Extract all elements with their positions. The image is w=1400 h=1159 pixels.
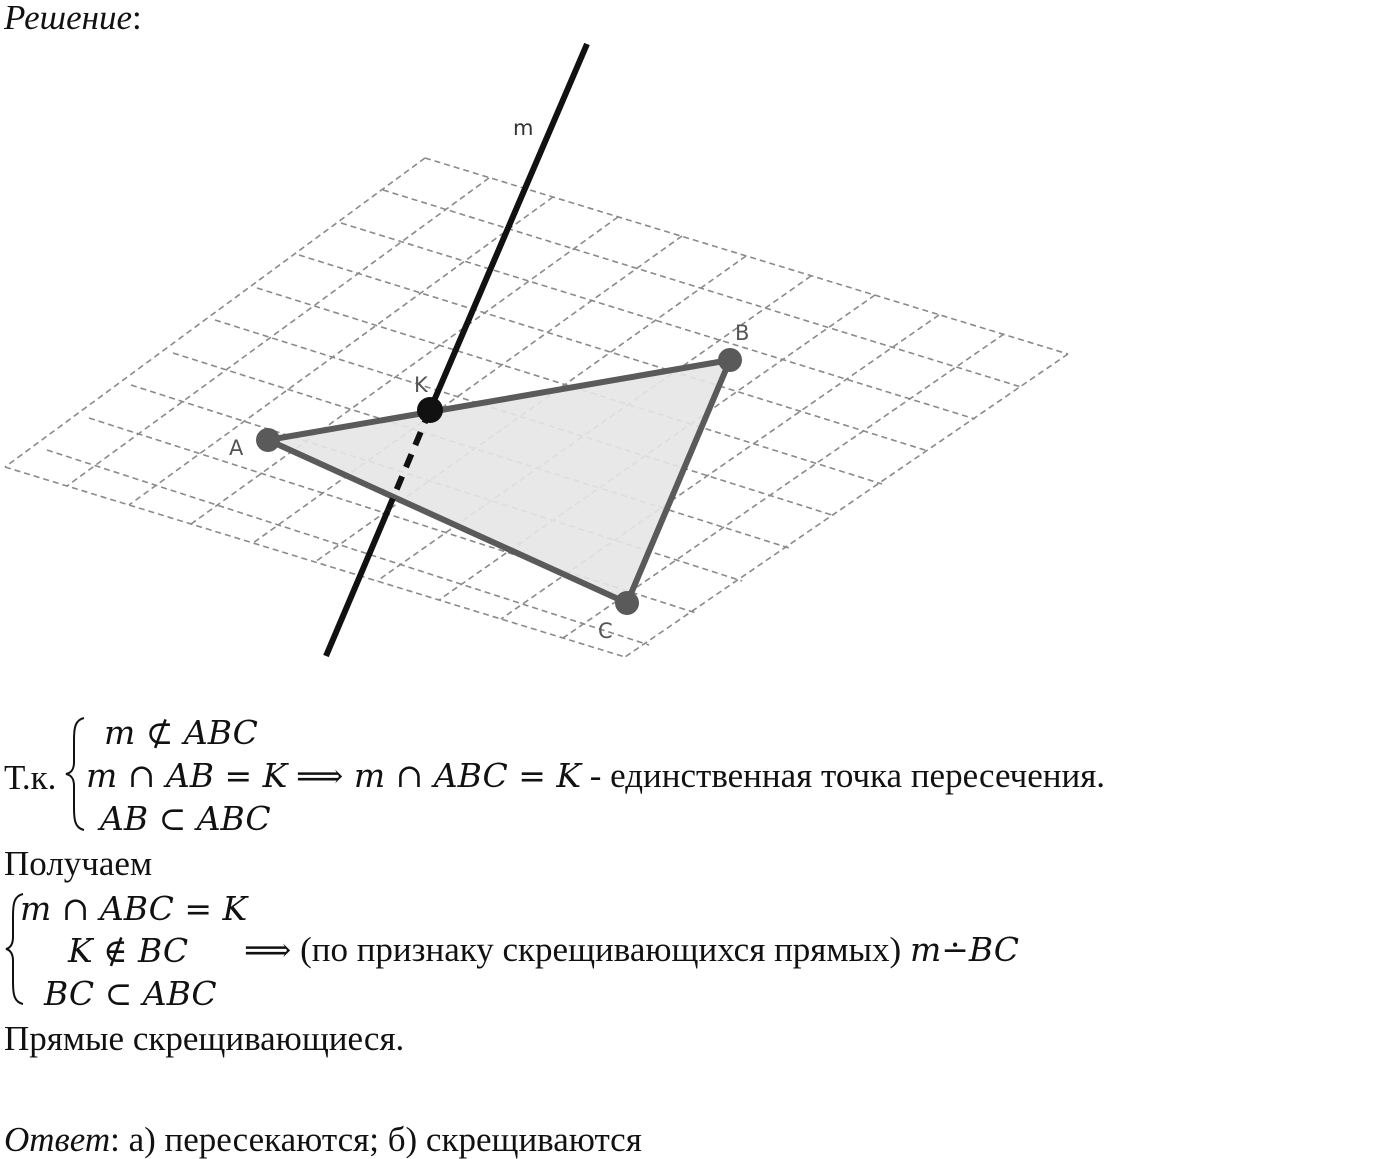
- answer-row: [4, 1122, 642, 1157]
- system1-line-2-row: [86, 758, 1105, 793]
- system1-conclusion-math: ⟹ m ∩ ABC = K: [296, 756, 581, 795]
- label-m: m: [513, 116, 534, 140]
- system1-prefix: Т.к.: [4, 758, 57, 797]
- solution-label: Решение: [4, 0, 133, 37]
- answer-label: Ответ: [4, 1120, 111, 1159]
- system2-result-m: m: [909, 930, 942, 969]
- conclusion-text: Прямые скрещивающиеся.: [4, 1019, 405, 1058]
- system2-result-row: [244, 932, 1019, 967]
- system1-line-2: m ∩ AB = K: [86, 756, 288, 795]
- label-b: B: [735, 321, 750, 345]
- point-k: [417, 397, 443, 423]
- system2-line-1: m ∩ ABC = K: [20, 889, 248, 928]
- system2-skew-symbol: ∸: [941, 930, 969, 969]
- label-k: K: [414, 373, 428, 397]
- system1-brace: [64, 716, 88, 832]
- system2-arrow: ⟹: [244, 930, 292, 969]
- system2-result-bc: BC: [968, 930, 1020, 969]
- label-c: C: [598, 619, 613, 643]
- system1-conclusion-text: - единственная точка пересечения.: [589, 756, 1106, 795]
- system2-reason: (по признаку скрещивающихся прямых): [300, 930, 902, 969]
- system1-line-3: AB ⊂ ABC: [100, 799, 271, 838]
- solution-colon: :: [132, 0, 142, 37]
- system2-line-2: K ∉ BC: [68, 931, 189, 970]
- system1-line-1: m ⊄ ABC: [104, 713, 258, 752]
- point-a: [256, 428, 280, 452]
- answer-text: : а) пересекаются; б) скрещиваются: [110, 1120, 642, 1159]
- system2-line-3: BC ⊂ ABC: [44, 974, 217, 1013]
- triangle-abc-fill: [268, 360, 730, 603]
- label-a: A: [229, 436, 244, 460]
- point-c: [615, 591, 639, 615]
- obtained-word: Получаем: [4, 844, 153, 883]
- point-b: [718, 348, 742, 372]
